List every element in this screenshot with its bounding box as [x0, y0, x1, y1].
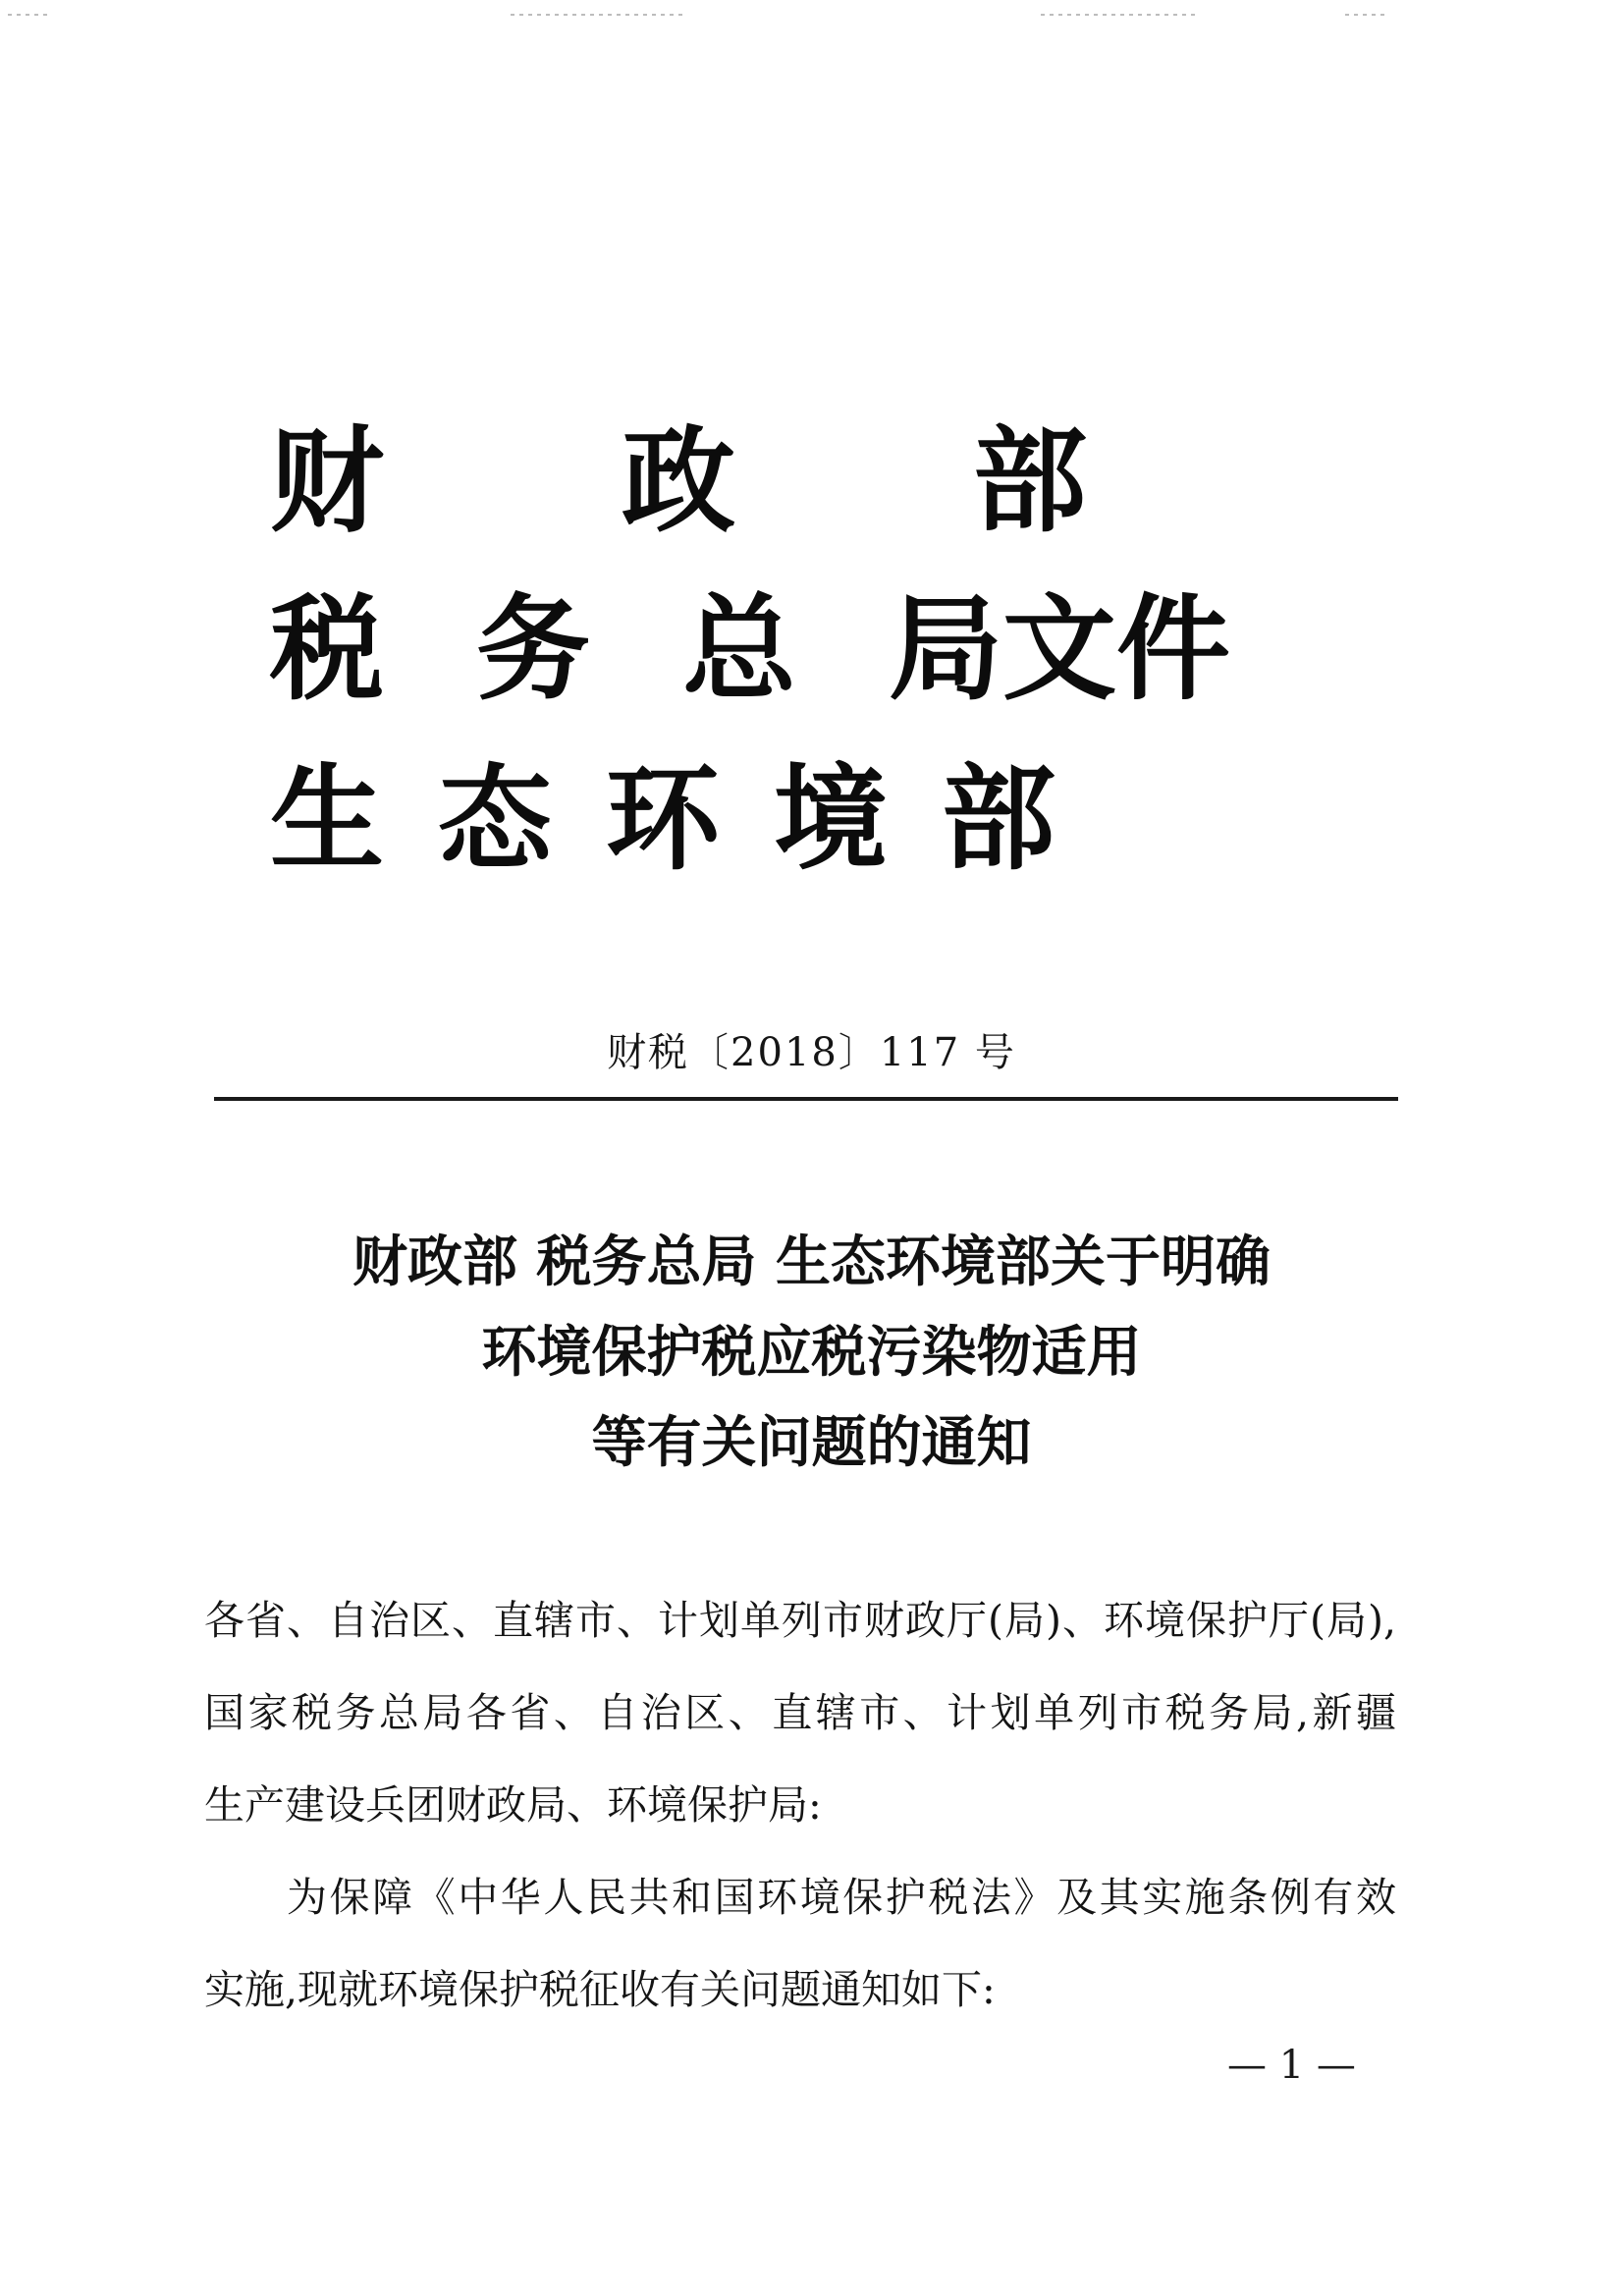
scan-artifact — [1345, 14, 1384, 16]
title-line-1: 财政部 税务总局 生态环境部关于明确 — [352, 1230, 1271, 1294]
issuer-name-document: 局文件 — [889, 582, 1230, 716]
header-divider — [214, 1097, 1398, 1101]
body-line-1: 为保障《中华人民共和国环境保护税法》及其实施条例有效 — [287, 1874, 1396, 1921]
title-line-3: 等有关问题的通知 — [591, 1411, 1032, 1475]
addressee-line-2: 国家税务总局各省、自治区、直辖市、计划单列市税务局,新疆 — [204, 1689, 1396, 1736]
addressee-line-3: 生产建设兵团财政局、环境保护局: — [204, 1781, 822, 1829]
scan-artifact — [8, 14, 47, 16]
addressee-line-1: 各省、自治区、直辖市、计划单列市财政厅(局)、环境保护厅(局), — [204, 1597, 1396, 1644]
page-number: — 1 — — [1227, 2043, 1356, 2088]
scan-artifact — [1041, 14, 1198, 16]
document-title — [0, 1218, 1623, 1489]
title-line-2: 环境保护税应税污染物适用 — [481, 1321, 1142, 1385]
body-paragraph — [204, 1851, 1396, 2036]
addressee-block — [204, 1574, 1396, 1851]
issuer-line-tax-administration — [270, 582, 1230, 716]
body-line-2: 实施,现就环境保护税征收有关问题通知如下: — [204, 1966, 996, 2013]
document-number: 财税〔2018〕117 号 — [607, 1030, 1016, 1075]
issuer-line-ministry-of-finance: 财政部 — [270, 414, 1325, 548]
scan-artifact — [511, 14, 687, 16]
issuer-name-spaced: 税务总 — [270, 582, 889, 716]
issuer-line-ecology-environment: 生态环境部 — [270, 752, 1109, 886]
